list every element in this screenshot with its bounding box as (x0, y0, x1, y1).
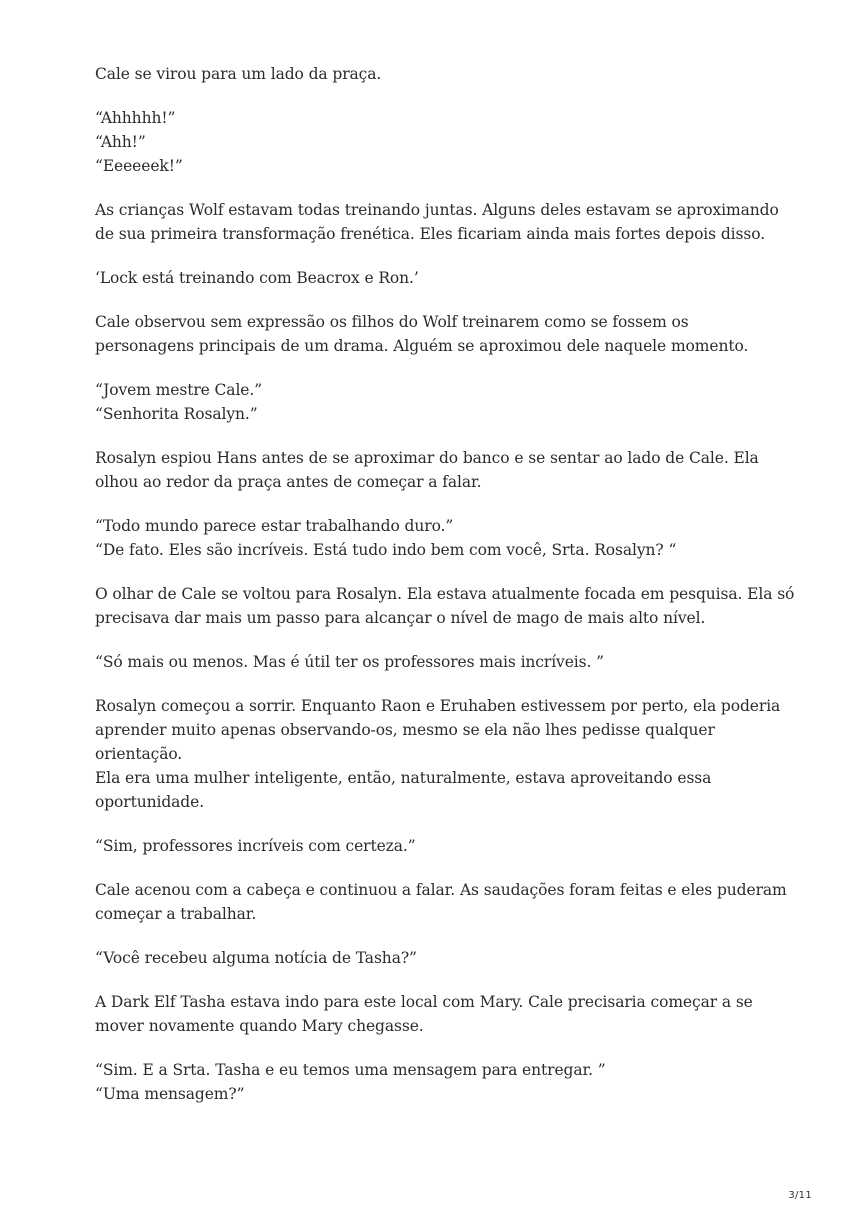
page-number: 3/11 (788, 1190, 812, 1201)
text-line: “Todo mundo parece estar trabalhando duro.” (95, 517, 454, 535)
text-line: oportunidade. (95, 793, 205, 811)
text-line: “Senhorita Rosalyn.” (95, 405, 258, 423)
text-line: “Sim. E a Srta. Tasha e eu temos uma mensagem para entregar. ” (95, 1061, 606, 1079)
paragraph (95, 198, 795, 246)
text-line: “Eeeeeek!” (95, 157, 183, 175)
paragraph (95, 62, 795, 86)
text-line: “De fato. Eles são incríveis. Está tudo indo bem com você, Srta. Rosalyn? “ (95, 541, 677, 559)
text-line: “Jovem mestre Cale.” (95, 381, 263, 399)
text-line: mover novamente quando Mary chegasse. (95, 1017, 424, 1035)
text-line: Cale acenou com a cabeça e continuou a falar. As saudações foram feitas e eles puderam (95, 881, 787, 899)
text-line: Rosalyn espiou Hans antes de se aproximar do banco e se sentar ao lado de Cale. Ela (95, 449, 759, 467)
paragraph (95, 266, 795, 290)
text-line: precisava dar mais um passo para alcançar o nível de mago de mais alto nível. (95, 609, 706, 627)
text-line: “Uma mensagem?” (95, 1085, 245, 1103)
text-line: “Você recebeu alguma notícia de Tasha?” (95, 949, 417, 967)
text-line: “Ahh!” (95, 133, 146, 151)
text-line: “Ahhhhh!” (95, 109, 176, 127)
text-line: ‘Lock está treinando com Beacrox e Ron.’ (95, 269, 419, 287)
paragraph (95, 878, 795, 926)
text-line: de sua primeira transformação frenética. Eles ficariam ainda mais fortes depois disso. (95, 225, 766, 243)
paragraph (95, 582, 795, 630)
document-body (95, 62, 795, 1126)
text-line: personagens principais de um drama. Alguém se aproximou dele naquele momento. (95, 337, 749, 355)
text-line: “Sim, professores incríveis com certeza.” (95, 837, 416, 855)
paragraph (95, 514, 795, 562)
text-line: Cale se virou para um lado da praça. (95, 65, 382, 83)
text-line: Ela era uma mulher inteligente, então, naturalmente, estava aproveitando essa (95, 769, 712, 787)
text-line: As crianças Wolf estavam todas treinando juntas. Alguns deles estavam se aproximando (95, 201, 779, 219)
paragraph (95, 834, 795, 858)
text-line: Cale observou sem expressão os filhos do Wolf treinarem como se fossem os (95, 313, 689, 331)
paragraph (95, 694, 795, 814)
text-line: O olhar de Cale se voltou para Rosalyn. Ela estava atualmente focada em pesquisa. Ela só (95, 585, 795, 603)
text-line: olhou ao redor da praça antes de começar a falar. (95, 473, 482, 491)
text-line: Rosalyn começou a sorrir. Enquanto Raon e Eruhaben estivessem por perto, ela poderia (95, 697, 781, 715)
paragraph (95, 446, 795, 494)
paragraph (95, 946, 795, 970)
paragraph (95, 1058, 795, 1106)
paragraph (95, 106, 795, 178)
text-line: A Dark Elf Tasha estava indo para este local com Mary. Cale precisaria começar a se (95, 993, 753, 1011)
paragraph (95, 650, 795, 674)
paragraph (95, 310, 795, 358)
text-line: começar a trabalhar. (95, 905, 257, 923)
text-line: orientação. (95, 745, 183, 763)
paragraph (95, 378, 795, 426)
text-line: aprender muito apenas observando-os, mesmo se ela não lhes pedisse qualquer (95, 721, 715, 739)
paragraph (95, 990, 795, 1038)
text-line: “Só mais ou menos. Mas é útil ter os professores mais incríveis. ” (95, 653, 604, 671)
